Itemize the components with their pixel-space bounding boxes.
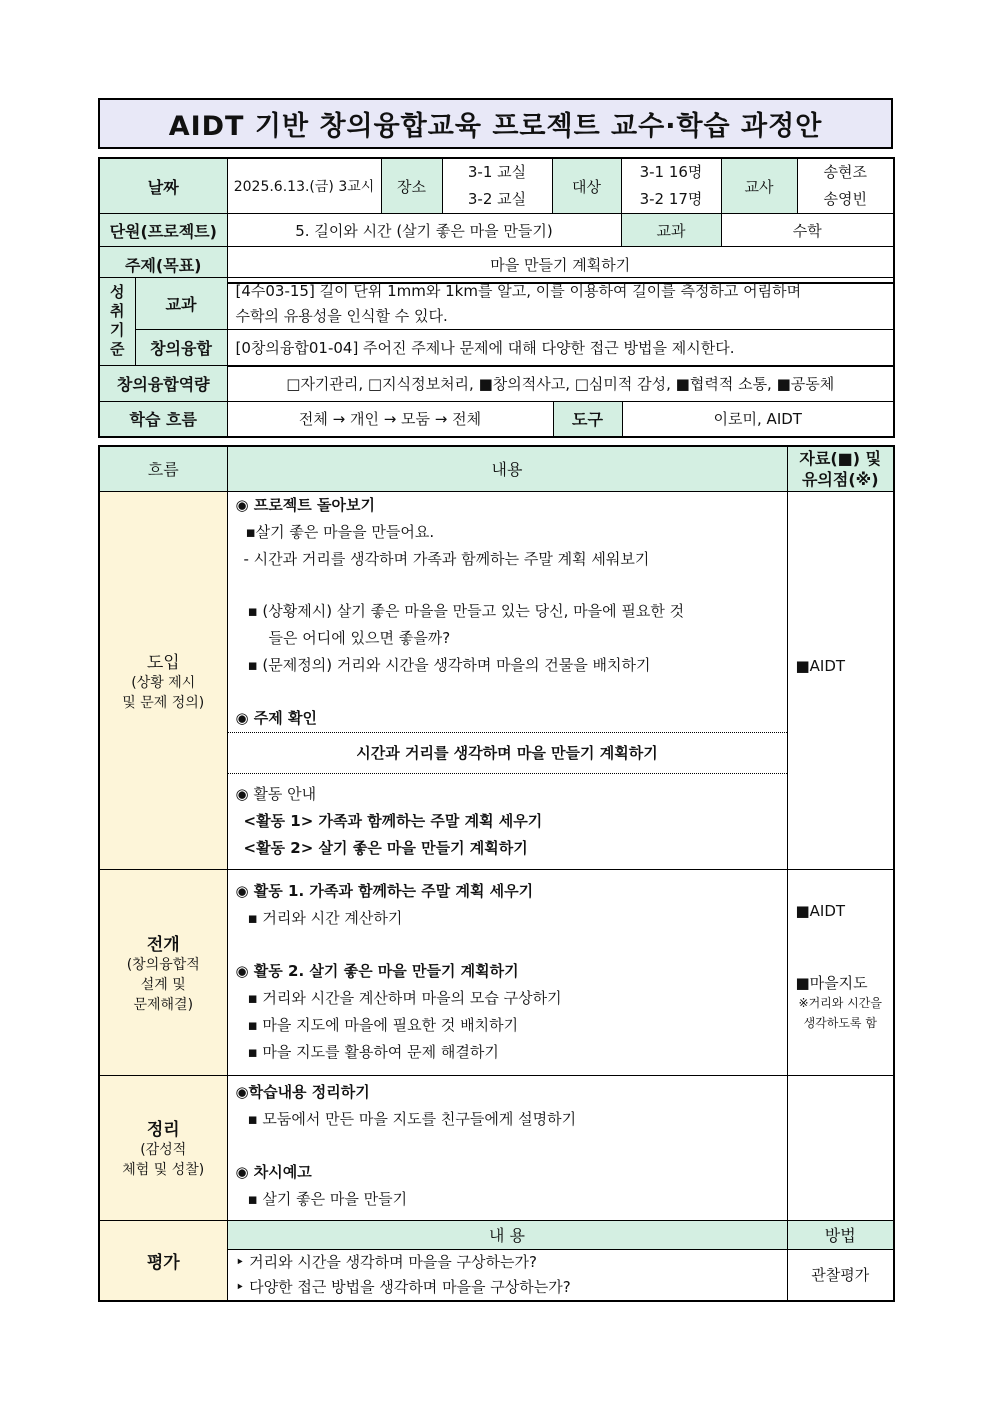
intro-heading-topic: ◉ 주제 확인 <box>235 708 317 727</box>
std-subject-value <box>227 278 894 330</box>
teacher-1: 송현조 <box>823 163 867 181</box>
intro-heading-guide: ◉ 활동 안내 <box>235 784 317 803</box>
header-material-1: 자료(■) 및 <box>799 448 882 468</box>
eval-method-header: 방법 <box>787 1220 894 1249</box>
teacher-2: 송영빈 <box>823 190 867 208</box>
wrap-line-2: ▪ 살기 좋은 마을 만들기 <box>247 1189 408 1208</box>
competency-table <box>98 365 895 438</box>
target-2: 3-2 17명 <box>639 190 703 208</box>
develop-line-3: ▪ 마을 지도에 마을에 필요한 것 배치하기 <box>247 1015 519 1034</box>
standard-label: 성취기준 <box>99 278 135 366</box>
intro-line-2: - 시간과 거리를 생각하며 가족과 함께하는 주말 계획 세워보기 <box>243 549 650 568</box>
target-value <box>621 158 721 214</box>
wrap-material <box>787 1075 894 1220</box>
stage-develop-sub-2: 설계 및 <box>140 976 186 993</box>
intro-content <box>227 491 787 869</box>
header-flow: 흐름 <box>99 446 227 491</box>
intro-material <box>787 491 894 869</box>
place-2: 3-2 교실 <box>467 190 527 208</box>
header-content: 내용 <box>227 446 787 491</box>
plan-table <box>98 445 895 1302</box>
stage-wrap-sub-1: (감성적 <box>140 1142 187 1158</box>
stage-intro-title: 도입 <box>146 652 180 673</box>
competency-label: 창의융합역량 <box>99 366 227 402</box>
intro-activity-1: <활동 1> 가족과 함께하는 주말 계획 세우기 <box>243 811 543 830</box>
wrap-line-1: ▪ 모둠에서 만든 마을 지도를 친구들에게 설명하기 <box>247 1109 577 1128</box>
eval-content <box>227 1249 787 1301</box>
develop-line-4: ▪ 마을 지도를 활용하여 문제 해결하기 <box>247 1042 499 1061</box>
target-label: 대상 <box>552 158 621 214</box>
topic-value: 마을 만들기 계획하기 <box>227 247 894 283</box>
target-1: 3-1 16명 <box>639 163 703 181</box>
develop-note-1: ※거리와 시간을 <box>798 995 882 1010</box>
wrap-heading-1: ◉학습내용 정리하기 <box>235 1082 370 1101</box>
stage-develop-title: 전개 <box>146 934 180 955</box>
subject-value: 수학 <box>721 214 894 247</box>
flow-label: 학습 흐름 <box>99 402 227 437</box>
stage-eval: 평가 <box>99 1220 227 1301</box>
eval-method: 관찰평가 <box>787 1249 894 1301</box>
stage-intro-sub-2: 및 문제 정의) <box>122 694 205 711</box>
info-table <box>98 157 895 284</box>
wrap-content <box>227 1075 787 1220</box>
develop-note-2: 생각하도록 함 <box>803 1015 877 1030</box>
intro-material-aidt: ■AIDT <box>795 656 846 675</box>
subject-label: 교과 <box>621 214 721 247</box>
intro-line-4: ▪ (문제정의) 거리와 시간을 생각하며 마을의 건물을 배치하기 <box>247 655 651 674</box>
intro-line-3a: ▪ (상황제시) 살기 좋은 마을을 만들고 있는 당신, 마을에 필요한 것 <box>247 601 685 620</box>
stage-develop <box>99 869 227 1075</box>
stage-develop-sub-3: 문제해결) <box>133 996 194 1013</box>
stage-intro-sub-1: (상황 제시 <box>131 674 196 691</box>
teacher-value <box>797 158 894 214</box>
develop-material <box>787 869 894 1075</box>
std-creative-label: 창의융합 <box>135 330 227 366</box>
topic-label: 주제(목표) <box>99 247 227 283</box>
develop-material-map: ■마을지도 <box>795 973 868 992</box>
develop-heading-1: ◉ 활동 1. 가족과 함께하는 주말 계획 세우기 <box>235 881 534 900</box>
eval-criterion-1: ‣ 거리와 시간을 생각하며 마을을 구상하는가? <box>235 1252 537 1271</box>
intro-heading-review: ◉ 프로젝트 돌아보기 <box>235 495 375 514</box>
teacher-label: 교사 <box>721 158 797 214</box>
header-material <box>787 446 894 491</box>
date-label: 날짜 <box>99 158 227 214</box>
unit-label: 단원(프로젝트) <box>99 214 227 247</box>
stage-wrap-sub-2: 체험 및 성찰) <box>122 1162 205 1178</box>
intro-topic-box: 시간과 거리를 생각하며 마을 만들기 계획하기 <box>228 732 787 774</box>
stage-wrap <box>99 1075 227 1220</box>
tool-value: 이로미, AIDT <box>622 402 894 437</box>
stage-intro <box>99 491 227 869</box>
eval-content-header: 내 용 <box>227 1220 787 1249</box>
std-subject-line-1: [4수03-15] 길이 단위 1mm와 1km를 알고, 이를 이용하여 길이를 측정하고 어림하며 <box>235 281 802 300</box>
page-title: AIDT 기반 창의융합교육 프로젝트 교수·학습 과정안 <box>98 98 893 149</box>
intro-line-1: ▪살기 좋은 마을을 만들어요. <box>245 522 435 541</box>
develop-heading-2: ◉ 활동 2. 살기 좋은 마을 만들기 계획하기 <box>235 961 519 980</box>
std-subject-line-2: 수학의 유용성을 인식할 수 있다. <box>235 306 448 325</box>
header-material-2: 유의점(※) <box>801 469 879 489</box>
stage-develop-sub-1: (창의융합적 <box>126 956 200 973</box>
place-label: 장소 <box>381 158 442 214</box>
place-value <box>442 158 552 214</box>
wrap-heading-2: ◉ 차시예고 <box>235 1162 312 1181</box>
tool-label: 도구 <box>553 402 622 437</box>
std-subject-label: 교과 <box>135 278 227 330</box>
flow-value: 전체 → 개인 → 모둠 → 전체 <box>227 402 553 437</box>
intro-line-3b: 들은 어디에 있으면 좋을까? <box>268 628 451 647</box>
standards-table <box>98 277 895 367</box>
intro-activity-2: <활동 2> 살기 좋은 마을 만들기 계획하기 <box>243 838 528 857</box>
stage-wrap-title: 정리 <box>146 1120 180 1140</box>
unit-value: 5. 길이와 시간 (살기 좋은 마을 만들기) <box>227 214 621 247</box>
develop-line-2: ▪ 거리와 시간을 계산하며 마을의 모습 구상하기 <box>247 988 562 1007</box>
std-creative-value: [0창의융합01-04] 주어진 주제나 문제에 대해 다양한 접근 방법을 제시한다. <box>227 330 894 366</box>
develop-content <box>227 869 787 1075</box>
place-1: 3-1 교실 <box>467 163 527 181</box>
develop-line-1: ▪ 거리와 시간 계산하기 <box>247 908 403 927</box>
competency-value: □자기관리, □지식정보처리, ■창의적사고, □심미적 감성, ■협력적 소통, ■공동체 <box>227 366 894 402</box>
date-value: 2025.6.13.(금) 3교시 <box>227 158 381 214</box>
eval-criterion-2: ‣ 다양한 접근 방법을 생각하며 마을을 구상하는가? <box>235 1277 571 1296</box>
develop-material-aidt: ■AIDT <box>795 901 846 920</box>
